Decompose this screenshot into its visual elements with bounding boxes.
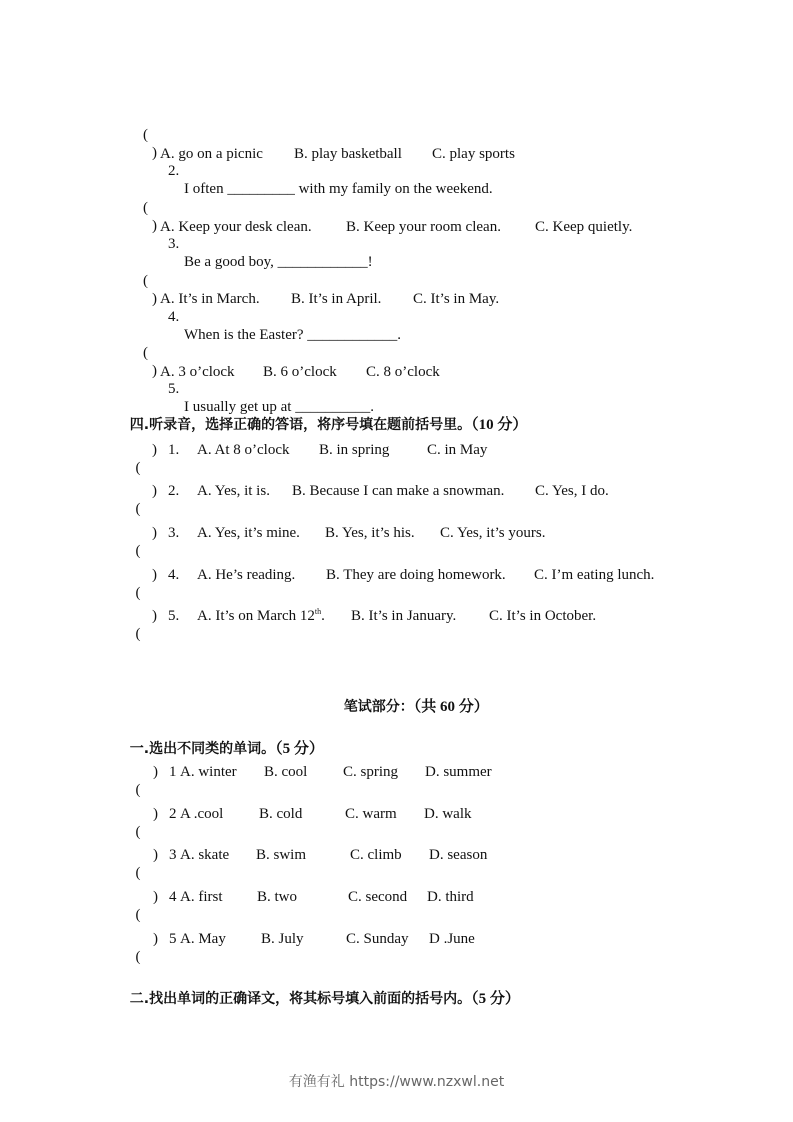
answer-paren-close[interactable]: ) — [153, 764, 158, 780]
answer-paren-close[interactable]: ) — [152, 218, 157, 234]
answer-paren-close[interactable]: ) — [153, 931, 158, 947]
answer-paren-close[interactable]: ) — [152, 567, 157, 583]
answer-paren-close[interactable]: ) — [152, 442, 157, 458]
question-number: 3. — [168, 236, 180, 252]
answer-paren-open[interactable]: ( — [135, 585, 141, 601]
option-b[interactable]: B. cool — [264, 764, 308, 780]
option-c[interactable]: C. second — [348, 889, 408, 905]
period: . — [321, 608, 325, 624]
question-number: 1. — [168, 442, 180, 458]
option-a[interactable]: A. Yes, it is. — [197, 483, 270, 499]
answer-paren-close[interactable]: ) — [153, 806, 158, 822]
section-title: 一.选出不同类的单词。 — [129, 741, 276, 757]
option-b[interactable]: B. Keep your room clean. — [346, 219, 501, 235]
question-number: 4. — [168, 309, 180, 325]
ordinal-suffix: th — [314, 607, 322, 616]
answer-paren-open[interactable]: ( — [135, 907, 141, 923]
option-b[interactable]: B. Yes, it’s his. — [325, 525, 415, 541]
question-number: 1 — [169, 764, 177, 780]
question-number: 3 — [169, 847, 177, 863]
option-a[interactable] — [197, 607, 325, 625]
option-c[interactable]: C. play sports — [432, 146, 515, 162]
question-text: When is the Easter? ____________. — [184, 327, 402, 343]
option-c[interactable]: C. climb — [350, 847, 402, 863]
question-number: 5 — [169, 931, 177, 947]
answer-paren-open[interactable]: ( — [143, 127, 148, 143]
option-c[interactable]: C. Yes, it’s yours. — [440, 525, 546, 541]
option-c[interactable]: C. warm — [345, 806, 397, 822]
question-number: 5. — [168, 381, 180, 397]
section-points: （5 分） — [471, 991, 520, 1007]
section-points: （5 分） — [275, 741, 324, 757]
option-a-text: A. It’s on March 12 — [197, 608, 315, 624]
option-c[interactable]: C. I’m eating lunch. — [534, 567, 655, 583]
option-c[interactable]: C. It’s in October. — [489, 608, 597, 624]
section-points: （10 分） — [471, 417, 528, 433]
answer-paren-open[interactable]: ( — [135, 782, 141, 798]
option-d[interactable]: D .June — [429, 931, 475, 947]
option-d[interactable]: D. summer — [425, 764, 492, 780]
answer-paren-open[interactable]: ( — [135, 501, 141, 517]
answer-paren-open[interactable]: ( — [135, 626, 141, 642]
section-heading-2 — [120, 972, 520, 1008]
option-b[interactable]: B. 6 o’clock — [263, 364, 337, 380]
answer-paren-close[interactable]: ) — [152, 483, 157, 499]
option-b[interactable]: B. It’s in April. — [291, 291, 382, 307]
answer-paren-close[interactable]: ) — [152, 525, 157, 541]
footer-watermark: 有渔有礼 https://www.nzxwl.net — [288, 1074, 505, 1090]
option-c[interactable]: C. Sunday — [346, 931, 409, 947]
section-title: 二.找出单词的正确译文，将其标号填入前面的括号内。 — [129, 991, 472, 1007]
option-a[interactable]: A. Keep your desk clean. — [160, 219, 312, 235]
option-d[interactable]: D. third — [427, 889, 474, 905]
written-part-title: 笔试部分： — [343, 699, 414, 715]
answer-paren-close[interactable]: ) — [153, 847, 158, 863]
option-b[interactable]: B. cold — [259, 806, 303, 822]
option-a[interactable]: A. It’s in March. — [160, 291, 260, 307]
answer-paren-close[interactable]: ) — [152, 145, 157, 161]
question-number: 2. — [168, 163, 180, 179]
option-d[interactable]: D. walk — [424, 806, 472, 822]
option-b[interactable]: B. play basketball — [294, 146, 402, 162]
answer-paren-open[interactable]: ( — [135, 865, 141, 881]
answer-paren-open[interactable]: ( — [135, 460, 141, 476]
section-heading-part4 — [120, 398, 527, 434]
question-text: I often _________ with my family on the weekend. — [184, 181, 493, 197]
question-number: 2. — [168, 483, 180, 499]
option-a[interactable]: A. May — [180, 931, 226, 947]
question-number: 5. — [168, 608, 180, 624]
answer-paren-open[interactable]: ( — [143, 273, 148, 289]
option-a[interactable]: A .cool — [180, 806, 224, 822]
option-a[interactable]: A. At 8 o’clock — [197, 442, 290, 458]
option-c[interactable]: C. in May — [427, 442, 488, 458]
question-text: Be a good boy, ____________! — [184, 254, 373, 270]
answer-paren-open[interactable]: ( — [135, 543, 141, 559]
option-c[interactable]: C. Yes, I do. — [535, 483, 609, 499]
option-c[interactable]: C. spring — [343, 764, 399, 780]
option-a[interactable]: A. first — [180, 889, 223, 905]
option-b[interactable]: B. two — [257, 889, 298, 905]
option-b[interactable]: B. It’s in January. — [351, 608, 457, 624]
option-c[interactable]: C. It’s in May. — [413, 291, 500, 307]
question-number: 2 — [169, 806, 177, 822]
option-a[interactable]: A. Yes, it’s mine. — [197, 525, 300, 541]
option-d[interactable]: D. season — [429, 847, 488, 863]
option-a[interactable]: A. skate — [180, 847, 230, 863]
option-b[interactable]: B. in spring — [319, 442, 390, 458]
answer-paren-open[interactable]: ( — [143, 200, 148, 216]
option-b[interactable]: B. They are doing homework. — [326, 567, 506, 583]
option-b[interactable]: B. swim — [256, 847, 307, 863]
section-title: 四.听录音，选择正确的答语，将序号填在题前括号里。 — [129, 417, 472, 433]
question-text: I usually get up at __________. — [184, 399, 374, 415]
option-a[interactable]: A. winter — [180, 764, 237, 780]
option-c[interactable]: C. Keep quietly. — [535, 219, 633, 235]
answer-paren-close[interactable]: ) — [152, 363, 157, 379]
section-heading-1 — [120, 722, 324, 758]
question-number: 4. — [168, 567, 180, 583]
question-number: 4 — [169, 889, 177, 905]
option-a[interactable]: A. go on a picnic — [160, 146, 263, 162]
written-part-points: （共 60 分） — [413, 699, 489, 715]
answer-paren-close[interactable]: ) — [153, 889, 158, 905]
answer-paren-close[interactable]: ) — [152, 608, 157, 624]
answer-paren-open[interactable]: ( — [135, 824, 141, 840]
question-number: 3. — [168, 525, 180, 541]
option-c[interactable]: C. 8 o’clock — [366, 364, 440, 380]
option-b[interactable]: B. July — [261, 931, 304, 947]
answer-paren-open[interactable]: ( — [135, 949, 141, 965]
written-part-heading — [334, 680, 489, 716]
option-b[interactable]: B. Because I can make a snowman. — [292, 483, 505, 499]
option-a[interactable]: A. He’s reading. — [197, 567, 296, 583]
option-a[interactable]: A. 3 o’clock — [160, 364, 235, 380]
answer-paren-close[interactable]: ) — [152, 291, 157, 307]
answer-paren-open[interactable]: ( — [143, 345, 148, 361]
